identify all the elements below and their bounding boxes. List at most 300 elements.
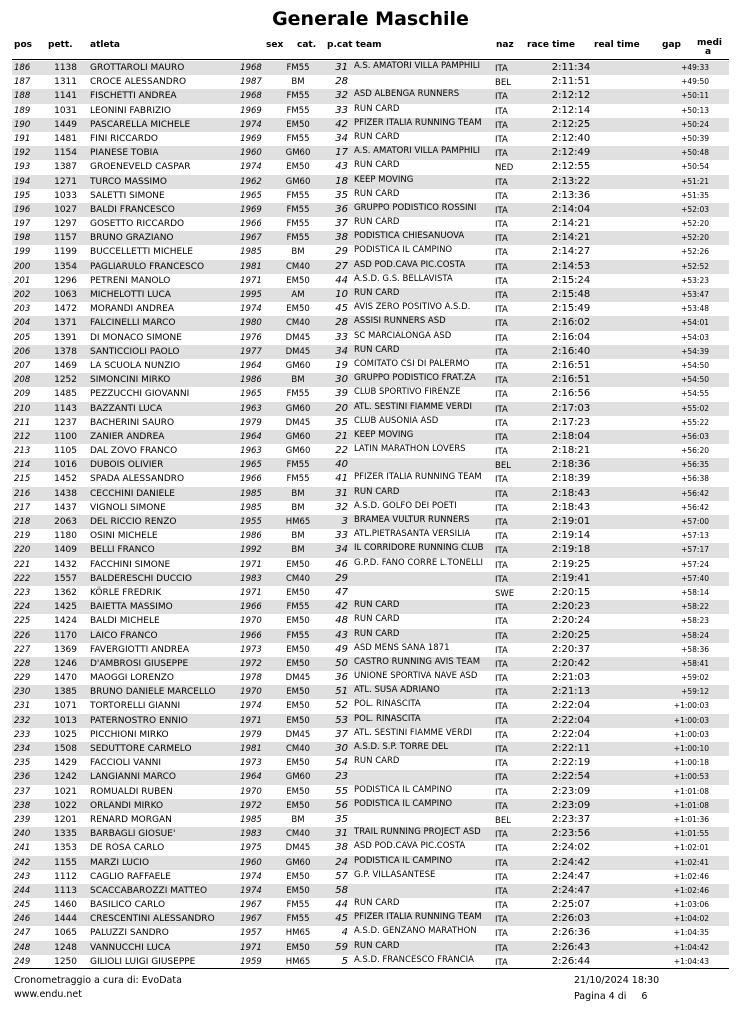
cell-birth-year: 1980 — [240, 318, 262, 329]
table-row — [12, 416, 729, 430]
cell-team: RUN CARD — [354, 486, 400, 497]
header-cat: cat. — [297, 40, 317, 50]
cell-athlete-name: MAOGGI LORENZO — [90, 673, 175, 684]
cell-bib: 1180 — [54, 531, 77, 542]
cell-athlete-name: PALUZZI SANDRO — [90, 928, 169, 939]
cell-team: G.P.D. FANO CORRE L.TONELLI — [354, 557, 483, 568]
cell-nationality: ITA — [495, 773, 508, 784]
cell-gap: +52:03 — [681, 204, 709, 214]
cell-position: 207 — [14, 360, 31, 371]
cell-category-position: 28 — [335, 317, 348, 329]
cell-birth-year: 1969 — [240, 133, 262, 144]
table-row — [12, 728, 729, 742]
cell-bib: 1022 — [54, 800, 77, 811]
cell-athlete-name: CECCHINI DANIELE — [90, 488, 175, 499]
cell-birth-year: 1979 — [240, 417, 262, 428]
cell-race-time: 2:26:36 — [551, 927, 591, 939]
cell-gap: +50:13 — [681, 105, 709, 115]
cell-bib: 1271 — [54, 176, 77, 187]
cell-race-time: 2:16:40 — [551, 345, 591, 357]
cell-position: 201 — [14, 275, 31, 286]
cell-category: EM50 — [286, 687, 310, 698]
cell-team: IL CORRIDORE RUNNING CLUB — [354, 543, 484, 554]
cell-nationality: ITA — [495, 745, 508, 755]
cell-position: 221 — [14, 559, 31, 570]
cell-team: PFIZER ITALIA RUNNING TEAM — [354, 912, 482, 923]
header-sex: sex — [266, 40, 284, 50]
header-pett: pett. — [48, 40, 73, 50]
cell-birth-year: 1986 — [240, 531, 262, 542]
cell-bib: 1063 — [54, 290, 77, 300]
cell-athlete-name: GOSETTO RICCARDO — [90, 219, 185, 230]
website: www.endu.net — [14, 989, 82, 1000]
cell-nationality: ITA — [495, 574, 508, 585]
cell-athlete-name: ORLANDI MIRKO — [90, 800, 164, 811]
cell-category: FM55 — [286, 914, 310, 925]
cell-gap: +58:41 — [681, 658, 709, 668]
cell-nationality: ITA — [495, 92, 508, 103]
cell-team: PODISTICA IL CAMPINO — [354, 855, 453, 866]
cell-birth-year: 1960 — [240, 857, 262, 868]
cell-gap: +56:42 — [681, 502, 709, 512]
cell-race-time: 2:23:37 — [551, 813, 591, 825]
cell-race-time: 2:15:24 — [551, 274, 591, 286]
cell-bib: 1452 — [54, 474, 77, 485]
table-row — [12, 217, 729, 231]
cell-team: ASD POD.CAVA PIC.COSTA — [354, 841, 466, 852]
cell-category: FM55 — [286, 204, 310, 215]
cell-bib: 1424 — [54, 616, 77, 627]
cell-category: GM60 — [285, 176, 311, 187]
cell-position: 230 — [14, 687, 31, 698]
table-row — [12, 487, 729, 501]
cell-category-position: 49 — [335, 643, 348, 655]
table-row — [12, 345, 729, 359]
cell-category: FM55 — [286, 105, 310, 116]
cell-position: 235 — [14, 758, 31, 769]
cell-position: 238 — [14, 800, 31, 811]
cell-athlete-name: PETRENI MANOLO — [90, 275, 171, 286]
cell-category: CM40 — [285, 829, 311, 840]
cell-athlete-name: FACCHINI SIMONE — [90, 559, 171, 570]
cell-race-time: 2:12:49 — [551, 147, 591, 159]
cell-bib: 1138 — [54, 63, 77, 73]
cell-race-time: 2:13:22 — [551, 175, 591, 187]
cell-bib: 1242 — [54, 772, 77, 783]
cell-race-time: 2:14:27 — [551, 246, 591, 258]
cell-category-position: 42 — [335, 601, 348, 613]
cell-category: FM55 — [286, 389, 310, 400]
cell-category: BM — [291, 814, 305, 825]
cell-category-position: 33 — [335, 331, 348, 343]
cell-category: DM45 — [285, 843, 311, 854]
cell-team: AVIS ZERO POSITIVO A.S.D. — [354, 302, 471, 313]
cell-birth-year: 1971 — [240, 715, 262, 726]
cell-team: ATL.PIETRASANTA VERSILIA — [354, 529, 471, 540]
cell-gap: +57:13 — [681, 531, 709, 541]
cell-race-time: 2:22:04 — [551, 728, 591, 740]
table-row — [12, 785, 729, 799]
cell-category-position: 45 — [335, 303, 348, 315]
cell-nationality: ITA — [495, 801, 508, 812]
cell-position: 248 — [14, 942, 31, 953]
cell-race-time: 2:17:23 — [551, 416, 591, 428]
table-row — [12, 444, 729, 458]
footer-divider — [12, 968, 729, 969]
cell-race-time: 2:16:51 — [551, 374, 591, 386]
cell-bib: 1250 — [54, 956, 77, 967]
cell-nationality: BEL — [495, 461, 511, 472]
cell-position: 246 — [14, 914, 31, 925]
cell-nationality: ITA — [495, 447, 508, 458]
cell-bib: 1385 — [54, 687, 77, 698]
cell-gap: +1:04:42 — [673, 942, 709, 952]
cell-race-time: 2:24:02 — [551, 842, 591, 854]
cell-category: GM60 — [285, 403, 311, 414]
cell-race-time: 2:22:19 — [551, 757, 591, 769]
cell-bib: 1027 — [54, 204, 77, 215]
cell-birth-year: 1974 — [240, 871, 262, 882]
cell-nationality: ITA — [495, 645, 508, 656]
cell-birth-year: 1970 — [240, 687, 262, 698]
cell-category-position: 48 — [335, 615, 348, 627]
cell-nationality: ITA — [495, 759, 508, 770]
cell-position: 223 — [14, 587, 31, 598]
cell-category-position: 18 — [335, 175, 348, 187]
cell-athlete-name: LAICO FRANCO — [90, 630, 158, 641]
cell-category-position: 21 — [335, 430, 348, 442]
table-row — [12, 118, 729, 132]
cell-bib: 1311 — [54, 77, 77, 88]
cell-category: FM55 — [286, 900, 310, 911]
cell-position: 233 — [14, 729, 31, 740]
cell-gap: +55:22 — [681, 417, 709, 427]
cell-athlete-name: FALCINELLI MARCO — [90, 318, 176, 329]
table-header — [0, 38, 741, 60]
cell-nationality: ITA — [495, 291, 508, 301]
cell-category-position: 34 — [335, 345, 348, 357]
cell-team: UNIONE SPORTIVA NAVE ASD — [354, 671, 478, 682]
cell-race-time: 2:22:11 — [551, 743, 591, 754]
cell-birth-year: 1975 — [240, 843, 262, 854]
cell-bib: 1387 — [54, 162, 77, 173]
cell-race-time: 2:18:43 — [551, 501, 591, 513]
cell-bib: 1429 — [54, 758, 77, 769]
cell-nationality: ITA — [495, 64, 508, 74]
cell-nationality: ITA — [495, 702, 508, 713]
cell-nationality: ITA — [495, 432, 508, 443]
cell-team: ASD ALBENGA RUNNERS — [354, 89, 460, 100]
cell-category-position: 36 — [335, 672, 348, 684]
cell-race-time: 2:26:03 — [551, 913, 591, 925]
cell-birth-year: 1971 — [240, 559, 262, 570]
cell-position: 187 — [14, 77, 31, 88]
cell-team: BRAMEA VULTUR RUNNERS — [354, 515, 470, 525]
cell-category-position: 17 — [335, 147, 348, 159]
cell-birth-year: 1979 — [240, 729, 262, 740]
cell-team: A.S.D. GENZANO MARATHON — [354, 926, 477, 937]
cell-category-position: 29 — [335, 246, 348, 258]
cell-gap: +1:01:55 — [673, 829, 709, 839]
table-row — [12, 359, 729, 373]
cell-gap: +53:23 — [681, 275, 709, 285]
cell-category: FM55 — [286, 91, 310, 102]
cell-athlete-name: DE ROSA CARLO — [90, 843, 165, 854]
cell-race-time: 2:18:39 — [551, 473, 591, 485]
cell-gap: +1:01:08 — [673, 786, 709, 796]
cell-team: ATL. SESTINI FIAMME VERDI — [354, 727, 473, 738]
cell-gap: +50:24 — [681, 119, 709, 129]
cell-team: RUN CARD — [354, 131, 400, 142]
cell-nationality: ITA — [495, 730, 508, 741]
table-row — [12, 685, 729, 699]
cell-gap: +58:23 — [681, 616, 709, 626]
cell-category: EM50 — [286, 800, 310, 811]
cell-category: EM50 — [286, 658, 310, 669]
cell-category-position: 24 — [335, 856, 348, 868]
cell-athlete-name: MICHELOTTI LUCA — [90, 290, 171, 300]
cell-birth-year: 1963 — [240, 403, 262, 414]
cell-bib: 1460 — [54, 900, 77, 911]
cell-nationality: ITA — [495, 177, 508, 188]
cell-nationality: ITA — [495, 688, 508, 699]
table-row — [12, 629, 729, 643]
cell-race-time: 2:23:09 — [551, 799, 591, 811]
cell-gap: +52:52 — [681, 261, 709, 271]
cell-birth-year: 1967 — [240, 233, 262, 244]
cell-team: ATL. SESTINI FIAMME VERDI — [354, 401, 473, 412]
cell-category-position: 23 — [335, 771, 348, 783]
cell-category: EM50 — [286, 758, 310, 769]
cell-position: 186 — [14, 63, 31, 73]
cell-category: EM50 — [286, 701, 310, 712]
cell-race-time: 2:21:03 — [551, 672, 591, 684]
cell-category-position: 43 — [335, 161, 348, 173]
table-row — [12, 132, 729, 146]
table-row — [12, 912, 729, 926]
cell-category-position: 45 — [335, 913, 348, 925]
table-row — [12, 373, 729, 387]
cell-bib: 1297 — [54, 219, 77, 230]
cell-position: 210 — [14, 403, 31, 414]
cell-nationality: ITA — [495, 617, 508, 628]
cell-bib: 1472 — [54, 304, 77, 315]
cell-gap: +1:01:08 — [673, 800, 709, 810]
cell-athlete-name: LA SCUOLA NUNZIO — [90, 360, 181, 371]
cell-bib: 1362 — [54, 587, 77, 598]
cell-race-time: 2:26:44 — [551, 955, 591, 967]
cell-team: RUN CARD — [354, 288, 400, 298]
cell-birth-year: 1960 — [240, 148, 262, 159]
cell-birth-year: 1966 — [240, 630, 262, 641]
cell-position: 205 — [14, 332, 31, 343]
cell-gap: +1:00:10 — [673, 744, 709, 753]
cell-nationality: ITA — [495, 872, 508, 883]
table-row — [12, 827, 729, 841]
cell-athlete-name: SPADA ALESSANDRO — [90, 474, 185, 485]
cell-team: A.S.D. S.P. TORRE DEL — [354, 742, 449, 752]
header-media-line2: a — [704, 47, 712, 57]
cell-race-time: 2:14:21 — [551, 232, 591, 244]
cell-category: HM65 — [285, 956, 311, 967]
cell-athlete-name: BASILICO CARLO — [90, 900, 166, 911]
cell-bib: 1025 — [54, 729, 77, 740]
cell-category: BM — [291, 502, 305, 513]
cell-race-time: 2:18:43 — [551, 487, 591, 499]
cell-position: 215 — [14, 474, 31, 485]
cell-category-position: 44 — [335, 899, 348, 911]
cell-race-time: 2:11:51 — [551, 76, 591, 88]
cell-team: PFIZER ITALIA RUNNING TEAM — [354, 472, 482, 483]
cell-race-time: 2:22:54 — [551, 771, 591, 783]
cell-athlete-name: CROCE ALESSANDRO — [90, 77, 187, 88]
table-row — [12, 898, 729, 912]
cell-bib: 1105 — [54, 446, 77, 457]
cell-category: FM55 — [286, 474, 310, 485]
cell-category: CM40 — [285, 744, 311, 754]
cell-category: EM50 — [286, 871, 310, 882]
cell-bib: 1485 — [54, 389, 77, 400]
cell-gap: +56:38 — [681, 474, 709, 484]
cell-race-time: 2:19:25 — [551, 558, 591, 570]
cell-category-position: 22 — [335, 445, 348, 457]
cell-team: CLUB AUSONIA ASD — [354, 415, 439, 426]
cell-race-time: 2:19:14 — [551, 530, 591, 542]
cell-category-position: 4 — [341, 927, 348, 939]
cell-birth-year: 1963 — [240, 446, 262, 457]
cell-team: RUN CARD — [354, 614, 400, 625]
cell-category-position: 30 — [335, 743, 348, 754]
cell-birth-year: 1966 — [240, 474, 262, 485]
cell-category-position: 53 — [335, 714, 348, 726]
cell-position: 206 — [14, 346, 31, 357]
cell-position: 222 — [14, 573, 31, 584]
cell-team: ASD MENS SANA 1871 — [354, 642, 450, 653]
table-row — [12, 175, 729, 189]
table-row — [12, 770, 729, 784]
cell-nationality: SWE — [495, 588, 515, 599]
cell-bib: 1354 — [54, 261, 77, 272]
cell-athlete-name: BAIETTA MASSIMO — [90, 602, 173, 613]
header-atleta: atleta — [90, 40, 120, 50]
cell-gap: +56:03 — [681, 431, 709, 441]
cell-gap: +1:04:02 — [673, 914, 709, 924]
cell-bib: 1432 — [54, 559, 77, 570]
cell-birth-year: 1968 — [240, 91, 262, 102]
table-row — [12, 501, 729, 515]
cell-team: RUN CARD — [354, 344, 400, 355]
cell-team: RUN CARD — [354, 628, 400, 639]
cell-bib: 1112 — [54, 871, 77, 882]
cell-category-position: 35 — [335, 189, 348, 201]
cell-race-time: 2:12:55 — [551, 161, 591, 173]
cell-bib: 1021 — [54, 786, 77, 797]
cell-bib: 1369 — [54, 644, 77, 655]
cell-category-position: 33 — [335, 104, 348, 116]
header-pos: pos — [14, 40, 32, 50]
cell-birth-year: 1955 — [240, 517, 262, 527]
cell-athlete-name: PAGLIARULO FRANCESCO — [90, 261, 205, 272]
cell-race-time: 2:12:12 — [551, 90, 591, 102]
cell-nationality: ITA — [495, 858, 508, 869]
cell-position: 245 — [14, 900, 31, 911]
cell-category: BM — [291, 77, 305, 88]
cell-position: 249 — [14, 956, 31, 967]
cell-gap: +57:00 — [681, 517, 709, 526]
cell-bib: 1481 — [54, 133, 77, 144]
cell-nationality: ITA — [495, 929, 508, 940]
cell-race-time: 2:15:48 — [551, 289, 591, 300]
cell-team: POL. RINASCITA — [354, 699, 421, 710]
cell-nationality: ITA — [495, 134, 508, 145]
cell-position: 244 — [14, 885, 31, 896]
cell-athlete-name: DAL ZOVO FRANCO — [90, 446, 178, 457]
header-media-line1: medi — [697, 38, 723, 48]
cell-team: SC MARCIALONGA ASD — [354, 330, 452, 341]
cell-gap: +52:20 — [681, 233, 709, 243]
cell-team: KEEP MOVING — [354, 174, 414, 185]
cell-gap: +1:00:03 — [673, 729, 709, 739]
cell-category-position: 40 — [335, 459, 348, 471]
cell-position: 228 — [14, 658, 31, 669]
cell-position: 237 — [14, 786, 31, 797]
cell-position: 212 — [14, 431, 31, 442]
cell-category-position: 20 — [335, 402, 348, 414]
cell-nationality: ITA — [495, 659, 508, 670]
table-row — [12, 160, 729, 174]
cell-athlete-name: FAVERGIOTTI ANDREA — [90, 644, 190, 655]
cell-race-time: 2:16:04 — [551, 331, 591, 343]
cell-team: PODISTICA CHIESANUOVA — [354, 231, 465, 242]
cell-athlete-name: GROTTAROLI MAURO — [90, 63, 185, 73]
cell-nationality: ITA — [495, 489, 508, 500]
cell-gap: +51:35 — [681, 190, 709, 200]
cell-team: A.S.D. FRANCESCO FRANCIA — [354, 954, 474, 965]
cell-nationality: ITA — [495, 418, 508, 429]
cell-nationality: ITA — [495, 205, 508, 216]
cell-bib: 1438 — [54, 488, 77, 499]
print-datetime: 21/10/2024 18:30 — [574, 975, 660, 986]
table-row — [12, 841, 729, 855]
cell-gap: +1:02:46 — [673, 871, 709, 881]
cell-bib: 1033 — [54, 190, 77, 201]
cell-birth-year: 1962 — [240, 176, 262, 187]
cell-category-position: 31 — [335, 487, 348, 499]
cell-category-position: 33 — [335, 530, 348, 542]
cell-position: 240 — [14, 829, 31, 840]
cell-category-position: 54 — [335, 757, 348, 769]
cell-nationality: ITA — [495, 957, 508, 968]
cell-race-time: 2:17:03 — [551, 402, 591, 414]
cell-birth-year: 1986 — [240, 375, 262, 386]
cell-athlete-name: PATERNOSTRO ENNIO — [90, 715, 188, 726]
table-row — [12, 558, 729, 572]
cell-athlete-name: FACCIOLI VANNI — [90, 758, 162, 769]
cell-athlete-name: RENARD MORGAN — [90, 814, 172, 825]
cell-team: PODISTICA IL CAMPINO — [354, 245, 453, 256]
cell-category: EM50 — [286, 786, 310, 797]
cell-category-position: 58 — [335, 884, 348, 896]
cell-gap: +54:39 — [681, 346, 709, 356]
cell-category-position: 43 — [335, 629, 348, 641]
table-row — [12, 799, 729, 813]
cell-category: GM60 — [285, 360, 311, 371]
cell-race-time: 2:22:04 — [551, 700, 591, 712]
cell-category: CM40 — [285, 261, 311, 272]
cell-birth-year: 1985 — [240, 488, 262, 499]
cell-nationality: ITA — [495, 319, 508, 330]
table-row — [12, 926, 729, 940]
